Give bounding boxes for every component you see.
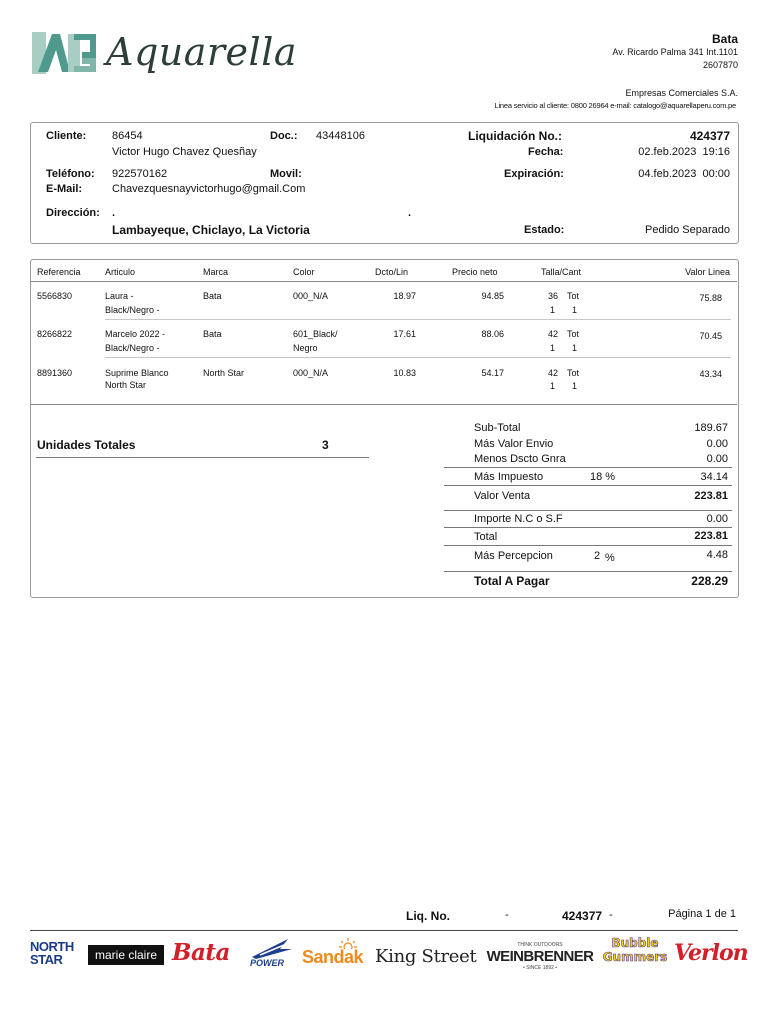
footer-dash-2: - <box>609 909 613 921</box>
brand-power <box>250 937 296 971</box>
impuesto-value: 34.14 <box>700 471 728 483</box>
percepcion-label: Más Percepcion <box>474 550 553 562</box>
company-logo <box>30 28 298 80</box>
row-tot: Tot <box>567 291 580 301</box>
email-label: E-Mail: <box>46 183 83 195</box>
items-bottom-divider <box>31 404 737 405</box>
row-color: 601_Black/ <box>293 329 338 339</box>
company-legal-name: Empresas Comerciales S.A. <box>625 88 738 98</box>
total-label: Total <box>474 531 498 543</box>
weinbrenner-tagline: THINK OUTDOORS <box>517 942 563 948</box>
liquidacion-value: 424377 <box>689 129 730 143</box>
totals-divider-1 <box>444 467 732 468</box>
page-number: Página 1 de 1 <box>668 908 736 920</box>
col-header-dcto: Dcto/Lin <box>375 267 409 277</box>
row-precio: 94.85 <box>481 291 504 301</box>
power-logo-text: POWER <box>250 958 285 968</box>
fecha-label: Fecha: <box>528 146 564 158</box>
bubble-gummers-logo: Bubble Gummers <box>602 936 668 964</box>
estado-value: Pedido Separado <box>644 224 730 236</box>
sandak-logo: Sandak <box>302 947 364 967</box>
expiracion-label: Expiración: <box>504 168 564 180</box>
total-pagar-value: 228.29 <box>691 574 728 588</box>
telefono-label: Teléfono: <box>46 168 95 180</box>
total-value: 223.81 <box>694 530 728 542</box>
col-header-precio: Precio neto <box>452 267 498 277</box>
company-address: Av. Ricardo Palma 341 Int.1101 <box>612 47 738 57</box>
footer-divider <box>30 930 738 931</box>
row-divider <box>105 319 731 320</box>
impuesto-label: Más Impuesto <box>474 471 544 483</box>
weinbrenner-logo: WEINBRENNER <box>486 948 594 965</box>
cliente-label: Cliente: <box>46 130 87 142</box>
brand-bata: Bata <box>172 939 230 966</box>
brand-bubble-gummers <box>602 936 672 972</box>
row-tot: Tot <box>567 329 580 339</box>
row-articulo: Suprime Blanco <box>105 368 169 378</box>
brand-marie-claire <box>88 945 164 965</box>
power-icon <box>250 937 294 959</box>
cliente-code: 86454 <box>112 130 143 142</box>
col-header-valor: Valor Linea <box>685 267 730 277</box>
row-cant: 1 <box>550 305 556 315</box>
row-cant-tot: 1 <box>572 305 578 315</box>
row-cant-tot: 1 <box>572 343 578 353</box>
row-precio: 54.17 <box>481 368 504 378</box>
col-header-talla: Talla/Cant <box>541 267 582 277</box>
row-ref: 8266822 <box>37 329 73 339</box>
brand-north-star <box>30 940 86 972</box>
company-phone: 2607870 <box>702 60 738 70</box>
brand-king-street: King Street <box>375 946 477 967</box>
row-articulo: Marcelo 2022 - <box>105 329 166 339</box>
company-name: Bata <box>711 32 738 46</box>
row-valor: 75.88 <box>699 293 722 303</box>
row-articulo: Laura - <box>105 291 134 301</box>
row-precio: 88.06 <box>481 329 504 339</box>
valor-venta-label: Valor Venta <box>474 490 531 502</box>
unidades-label: Unidades Totales <box>37 438 136 452</box>
col-header-referencia: Referencia <box>37 267 81 277</box>
expiracion-value: 04.feb.2023 00:00 <box>638 168 730 180</box>
total-pagar-label: Total A Pagar <box>474 574 550 588</box>
header-divider <box>31 281 737 282</box>
importe-value: 0.00 <box>706 513 728 525</box>
row-marca: North Star <box>203 368 245 378</box>
row-color: 000_N/A <box>293 368 329 378</box>
totals-divider-2 <box>444 485 732 486</box>
email-value: Chavezquesnayvictorhugo@gmail.Com <box>112 183 306 195</box>
percepcion-value: 4.48 <box>706 549 728 561</box>
envio-value: 0.00 <box>706 438 728 450</box>
row-ref: 5566830 <box>37 291 73 301</box>
unidades-underline <box>36 457 369 458</box>
col-header-marca: Marca <box>203 267 229 277</box>
service-line: Linea servicio al cliente: 0800 26964 e-mail: catalogo@aquarellaperu.com.pe <box>494 101 736 110</box>
footer-liq-value: 424377 <box>562 909 603 923</box>
totals-divider-6 <box>444 571 732 572</box>
row-tot: Tot <box>567 368 580 378</box>
direccion-label: Dirección: <box>46 207 100 219</box>
row-valor: 70.45 <box>699 331 722 341</box>
dscto-value: 0.00 <box>706 453 728 465</box>
liquidacion-label: Liquidación No.: <box>468 129 562 143</box>
row-dcto: 18.97 <box>393 291 416 301</box>
brand-verlon: Verlon <box>674 940 748 966</box>
dscto-label: Menos Dscto Gnra <box>474 453 566 465</box>
row-dcto: 17.61 <box>393 329 416 339</box>
brand-weinbrenner <box>478 942 602 974</box>
subtotal-label: Sub-Total <box>474 422 521 434</box>
footer-liq-label: Liq. No. <box>406 909 450 923</box>
row-articulo-2: North Star <box>105 380 147 390</box>
percepcion-pct-sign: % <box>605 552 615 564</box>
footer-dash-1: - <box>505 909 509 921</box>
valor-venta-value: 223.81 <box>694 490 728 502</box>
totals-divider-4 <box>444 527 732 528</box>
logo-wordmark: Aquarella <box>106 30 298 74</box>
estado-label: Estado: <box>524 224 565 236</box>
row-cant: 1 <box>550 343 556 353</box>
row-valor: 43.34 <box>699 369 722 379</box>
row-cant-tot: 1 <box>572 381 578 391</box>
totals-divider-5 <box>444 545 732 546</box>
row-marca: Bata <box>203 291 222 301</box>
importe-label: Importe N.C o S.F <box>474 513 563 525</box>
movil-label: Movil: <box>270 168 302 180</box>
row-marca: Bata <box>203 329 222 339</box>
impuesto-pct: 18 % <box>590 471 616 483</box>
col-header-color: Color <box>293 267 315 277</box>
row-color: 000_N/A <box>293 291 329 301</box>
col-header-articulo: Articulo <box>105 267 136 277</box>
row-divider <box>105 357 731 358</box>
direccion-dot-1: . <box>112 207 116 219</box>
unidades-value: 3 <box>322 438 329 452</box>
cliente-name: Victor Hugo Chavez Quesñay <box>112 146 257 158</box>
row-articulo-2: Black/Negro - <box>105 343 160 353</box>
weinbrenner-since: • SINCE 1892 • <box>522 965 558 971</box>
row-dcto: 10.83 <box>393 368 416 378</box>
north-star-logo: NORTH STAR <box>30 939 74 967</box>
row-color-2: Negro <box>293 343 318 353</box>
direccion-dot-2: . <box>408 207 412 219</box>
row-articulo-2: Black/Negro - <box>105 305 160 315</box>
row-cant: 1 <box>550 381 556 391</box>
brand-sandak <box>302 937 368 971</box>
row-ref: 8891360 <box>37 368 73 378</box>
aquarella-logo-mark <box>30 28 102 78</box>
row-talla: 36 <box>547 291 558 301</box>
subtotal-value: 189.67 <box>694 422 728 434</box>
telefono-value: 922570162 <box>112 168 168 180</box>
row-talla: 42 <box>547 368 558 378</box>
doc-label: Doc.: <box>270 130 298 142</box>
totals-divider-3 <box>444 510 732 511</box>
fecha-value: 02.feb.2023 19:16 <box>638 146 730 158</box>
doc-value: 43448106 <box>316 130 365 142</box>
percepcion-pct: 2 <box>594 550 601 562</box>
row-talla: 42 <box>547 329 558 339</box>
marie-claire-logo: marie claire <box>94 948 157 962</box>
envio-label: Más Valor Envio <box>474 438 554 450</box>
direccion-value: Lambayeque, Chiclayo, La Victoria <box>112 223 310 237</box>
